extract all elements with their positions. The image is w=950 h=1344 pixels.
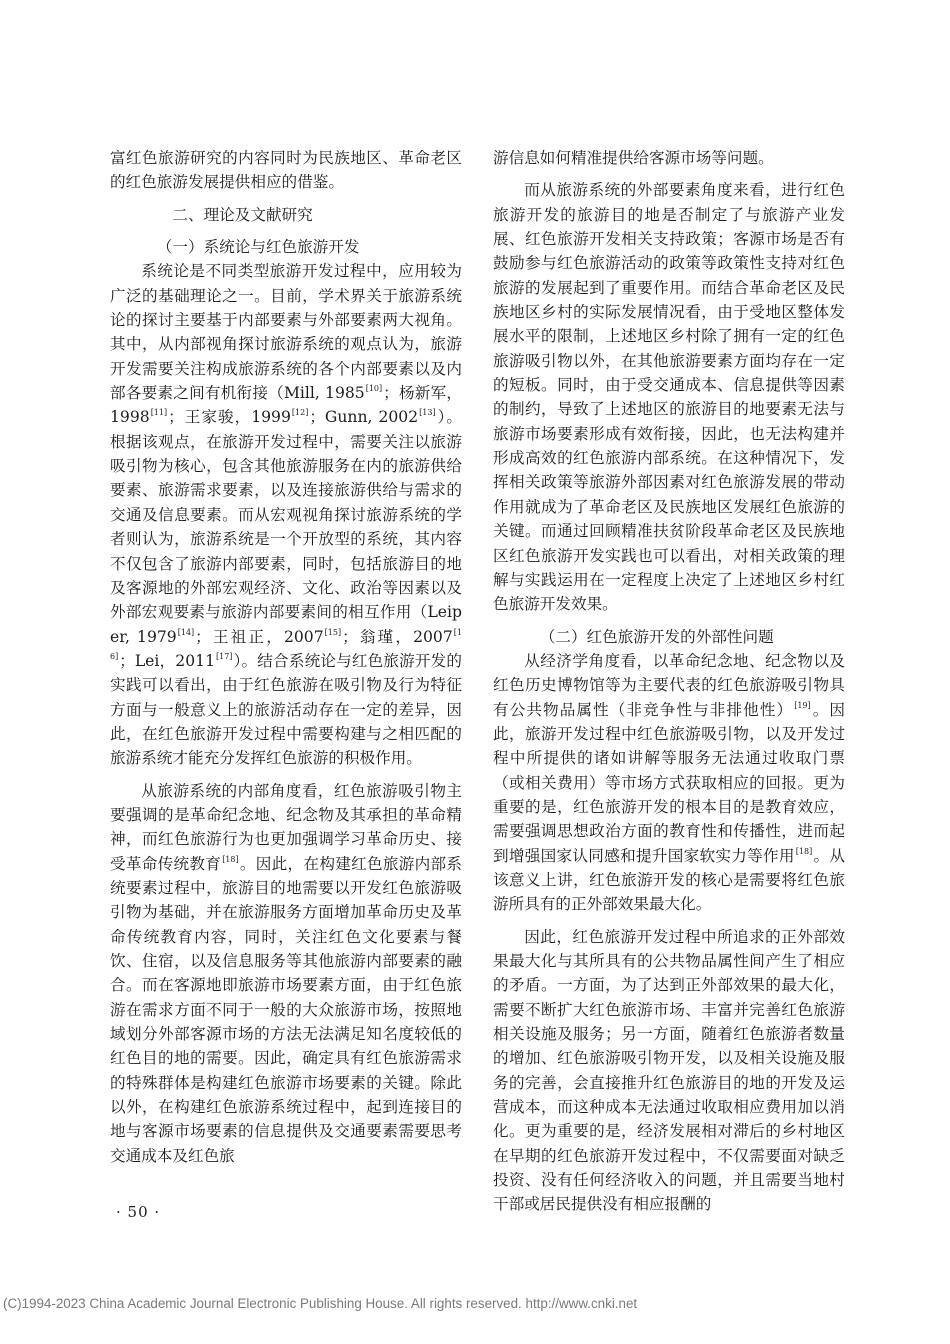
section-heading: 二、理论及文献研究: [172, 205, 313, 224]
citation-ref: [18]: [222, 854, 239, 864]
citation-ref: [15]: [324, 627, 342, 637]
copyright-notice: (C)1994-2023 China Academic Journal Electronic Publishing House. All rights reserved. http://www.cnki.net: [3, 1296, 638, 1311]
page-number: · 50 ·: [116, 1203, 161, 1221]
citation-ref: [18]: [795, 846, 813, 856]
subsection-heading-1: （一）系统论与红色旅游开发: [156, 238, 360, 257]
subsection-heading-2: （二）红色旅游开发的外部性问题: [539, 627, 774, 646]
left-column: [110, 146, 462, 1168]
citation-ref: [19]: [794, 700, 811, 710]
right-paragraph-2: 而从旅游系统的外部要素角度来看，进行红色旅游开发的旅游目的地是否制定了与旅游产业发展、红色旅游开发相关支持政策；客源市场是否有鼓励参与红色旅游活动的政策等政策性支持对红色旅游的发展起到了重要作用。而结合革命老区及民族地区乡村的实际发展情况看，由于受地区整体发展水平的限制，上述地区乡村除了拥有一定的红色旅游吸引物以外，在其他旅游要素方面均存在一定的短板。同时，由于受交通成本、信息提供等因素的制约，导致了上述地区的旅游目的地要素无法与旅游市场要素形成有效衔接，因此，也无法构建并形成高效的红色旅游内部系统。在这种情况下，发挥相关政策等旅游外部因素对红色旅游发展的带动作用就成为了革命老区及民族地区发展红色旅游的关键。而通过回顾精准扶贫阶段革命老区及民族地区红色旅游开发实践也可以看出，对相关政策的理解与实践运用在一定程度上决定了上述地区乡村红色旅游开发效果。: [493, 181, 845, 614]
citation-ref: [12]: [291, 408, 309, 418]
right-column: [493, 146, 845, 1217]
citation-ref: [13]: [419, 408, 436, 418]
citation-ref: [17]: [216, 651, 233, 661]
right-paragraph-3: 从经济学角度看，以革命纪念地、纪念物以及红色历史博物馆等为主要代表的红色旅游吸引物具有公共物品属性（非竞争性与非排他性）[19]。因此，旅游开发过程中红色旅游吸引物，以及开发过程中所提供的诸如讲解等服务无法通过收取门票（或相关费用）等市场方式获取相应的回报。更为重要的是，红色旅游开发的根本目的是教育效应，需要强调思想政治方面的教育性和传播性，进而起到增强国家认同感和提升国家软实力等作用[18]。从该意义上讲，红色旅游开发的核心是需要将红色旅游所具有的正外部效果最大化。: [493, 651, 845, 914]
right-paragraph-1: 游信息如何精准提供给客源市场等问题。: [493, 149, 774, 167]
left-paragraph-2: 系统论是不同类型旅游开发过程中，应用较为广泛的基础理论之一。目前，学术界关于旅游系统论的探讨主要基于内部要素与外部要素两大视角。其中，从内部视角探讨旅游系统的观点认为，旅游开发需要关注构成旅游系统的各个内部要素以及内部各要素之间有机衔接（Mill, 1985[10]；杨新军，1998[11]；王家骏，1999[12]；Gunn, 2002[13]）。根据该观点，在旅游开发过程中，需要关注以旅游吸引物为核心，包含其他旅游服务在内的旅游供给要素、旅游需求要素，以及连接旅游供给与需求的交通及信息要素。而从宏观视角探讨旅游系统的学者则认为，旅游系统是一个开放型的系统，其内容不仅包含了旅游内部要素，同时，包括旅游目的地及客源地的外部宏观经济、文化、政治等因素以及外部宏观要素与旅游内部要素间的相互作用（Leiper, 1979[14]；王祖正，2007[15]；翁瑾，2007[16]；Lei，2011[17]）。结合系统论与红色旅游开发的实践可以看出，由于红色旅游在吸引物及行为特征方面与一般意义上的旅游活动存在一定的差异，因此，在红色旅游开发过程中需要构建与之相匹配的旅游系统才能充分发挥红色旅游的积极作用。: [110, 262, 463, 768]
left-paragraph-3: 从旅游系统的内部角度看，红色旅游吸引物主要强调的是革命纪念地、纪念物及其承担的革命精神，而红色旅游行为也更加强调学习革命历史、接受革命传统教育[18]。因此，在构建红色旅游内部系统要素过程中，旅游目的地需要以开发红色旅游吸引物为基础，并在旅游服务方面增加革命历史及革命传统教育内容，同时，关注红色文化要素与餐饮、住宿，以及信息服务等其他旅游内部要素的融合。而在客源地即旅游市场要素方面，由于红色旅游在需求方面不同于一般的大众旅游市场，按照地域划分外部客源市场的方法无法满足知名度较低的红色目的地的需要。因此，确定具有红色旅游需求的特殊群体是构建红色旅游市场要素的关键。除此以外，在构建红色旅游系统过程中，起到连接目的地与客源市场要素的信息提供及交通要素需要思考交通成本及红色旅: [110, 781, 462, 1165]
citation-ref: [10]: [365, 384, 383, 394]
citation-ref: [14]: [177, 627, 195, 637]
right-paragraph-4: 因此，红色旅游开发过程中所追求的正外部效果最大化与其所具有的公共物品属性间产生了相应的矛盾。一方面，为了达到正外部效果的最大化，需要不断扩大红色旅游市场、丰富并完善红色旅游相关设施及服务；另一方面，随着红色旅游者数量的增加、红色旅游吸引物开发，以及相关设施及服务的完善，会直接推升红色旅游目的地的开发及运营成本，而这种成本无法通过收取相应费用加以消化。更为重要的是，经济发展相对滞后的乡村地区在早期的红色旅游开发过程中，不仅需要面对缺乏投资、没有任何经济收入的问题，并且需要当地村干部或居民提供没有相应报酬的: [493, 927, 845, 1214]
left-paragraph-1: 富红色旅游研究的内容同时为民族地区、革命老区的红色旅游发展提供相应的借鉴。: [110, 149, 462, 192]
citation-ref: [11]: [150, 408, 168, 418]
citation-ref: [16]: [110, 627, 462, 661]
